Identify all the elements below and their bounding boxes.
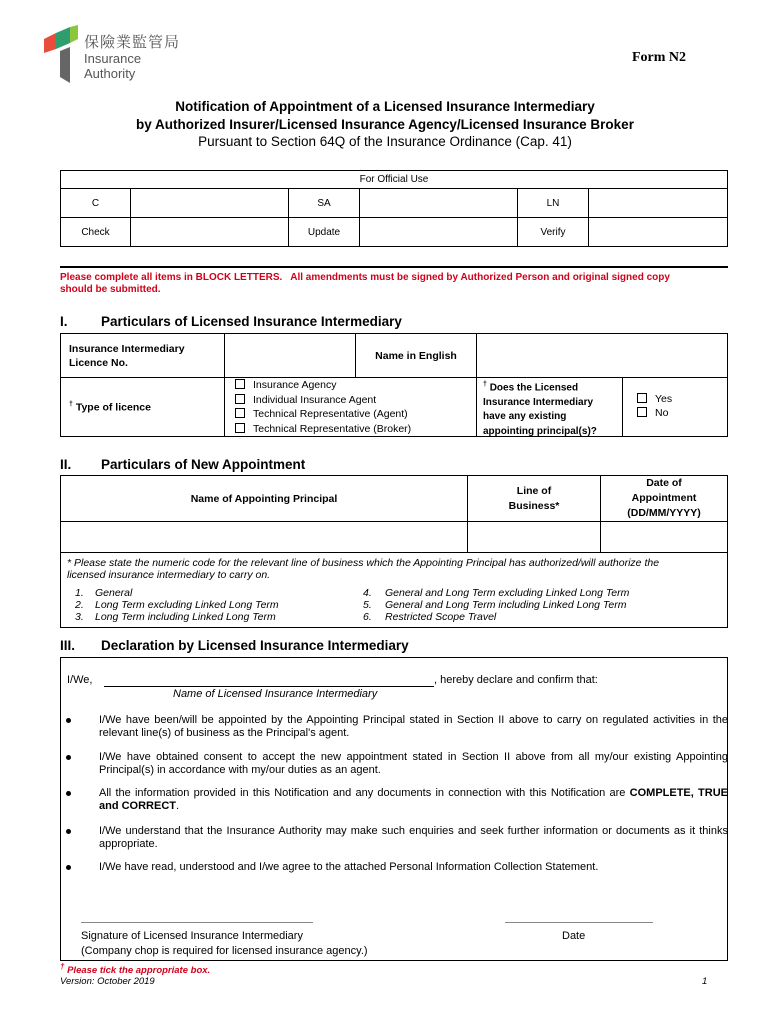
official-c-field bbox=[131, 189, 289, 218]
bullet-icon bbox=[66, 865, 71, 870]
no-option[interactable]: No bbox=[637, 406, 672, 420]
declaration-1: I/We have been/will be appointed by the Appointing Principal stated in Section II above to carry on regulated activities in the relevant line(s) of business as the Principal's agent. bbox=[99, 714, 728, 739]
tick-note: † Please tick the appropriate box. bbox=[60, 962, 211, 977]
existing-principal-question: † Does the Licensed Insurance Intermediary have any existing appointing principal(s)? bbox=[477, 378, 623, 436]
codes-right: 4. General and Long Term excluding Linked Long Term 5. General and Long Term including Linked Long Term 6. Restricted Scope Travel bbox=[363, 587, 630, 623]
declaration-2: I/We have obtained consent to accept the new appointment stated in Section II above from all my/our existing Appointing Principal(s) in accordance with my/our duties as an agent. bbox=[99, 751, 728, 776]
type-of-licence-label: † Type of licence bbox=[61, 378, 225, 437]
company-chop-note: (Company chop is required for licensed insurance agency.) bbox=[81, 945, 368, 957]
yes-no-options bbox=[623, 378, 672, 436]
date-label: Date bbox=[562, 930, 586, 942]
checkbox-icon[interactable] bbox=[637, 407, 647, 417]
official-ln-field bbox=[589, 189, 728, 218]
official-update-label: Update bbox=[289, 218, 360, 247]
licence-type-options bbox=[225, 378, 477, 437]
official-c-label: C bbox=[61, 189, 131, 218]
licence-no-field[interactable] bbox=[225, 334, 356, 378]
official-sa-label: SA bbox=[289, 189, 360, 218]
section-1-number: I. bbox=[60, 314, 68, 329]
section-2-title: Particulars of New Appointment bbox=[101, 457, 306, 472]
section-2-number: II. bbox=[60, 457, 72, 472]
line-of-business-field[interactable] bbox=[468, 522, 601, 553]
licence-type-option[interactable]: Individual Insurance Agent bbox=[235, 393, 476, 408]
signature-label: Signature of Licensed Insurance Intermediary bbox=[81, 930, 303, 942]
divider bbox=[60, 266, 728, 268]
form-number: Form N2 bbox=[632, 50, 687, 65]
official-sa-field bbox=[360, 189, 518, 218]
section-3-number: III. bbox=[60, 638, 76, 653]
version-label: Version: October 2019 bbox=[60, 976, 155, 987]
bullet-icon bbox=[66, 829, 71, 834]
official-use-header: For Official Use bbox=[61, 171, 728, 189]
logo-chinese: 保險業監管局 bbox=[84, 34, 181, 51]
official-ln-label: LN bbox=[518, 189, 589, 218]
official-verify-label: Verify bbox=[518, 218, 589, 247]
official-use-table bbox=[60, 170, 728, 247]
official-update-field bbox=[360, 218, 518, 247]
section-3-title: Declaration by Licensed Insurance Intermediary bbox=[101, 638, 409, 653]
checkbox-icon[interactable] bbox=[235, 408, 245, 418]
title-line-1: Notification of Appointment of a Licensed Insurance Intermediary bbox=[175, 99, 595, 114]
notice-line-1: Please complete all items in BLOCK LETTERS. All amendments must be signed by Authorized Person and original signed copy bbox=[60, 272, 670, 283]
col-appointing-principal: Name of Appointing Principal bbox=[61, 476, 468, 522]
name-english-label: Name in English bbox=[356, 334, 477, 378]
date-of-appointment-field[interactable] bbox=[601, 522, 728, 553]
section-1-title: Particulars of Licensed Insurance Intermediary bbox=[101, 314, 402, 329]
bullet-icon bbox=[66, 718, 71, 723]
title-line-2: by Authorized Insurer/Licensed Insurance Agency/Licensed Insurance Broker bbox=[136, 117, 634, 132]
checkbox-icon[interactable] bbox=[235, 394, 245, 404]
checkbox-icon[interactable] bbox=[235, 379, 245, 389]
existing-principal-cell bbox=[477, 378, 728, 437]
codes-left: 1. General 2. Long Term excluding Linked Long Term 3. Long Term including Linked Long Term bbox=[75, 587, 279, 623]
licence-type-option[interactable]: Technical Representative (Agent) bbox=[235, 407, 476, 422]
signature-line[interactable] bbox=[81, 922, 313, 923]
section-2-table bbox=[60, 475, 728, 628]
appointing-principal-field[interactable] bbox=[61, 522, 468, 553]
logo-english: Insurance Authority bbox=[84, 51, 142, 81]
name-english-field[interactable] bbox=[477, 334, 728, 378]
page-number: 1 bbox=[702, 976, 708, 987]
declare-text: , hereby declare and confirm that: bbox=[434, 674, 598, 686]
declaration-5: I/We have read, understood and I/we agree to the attached Personal Information Collection Statement. bbox=[99, 861, 599, 873]
name-signature-line[interactable] bbox=[104, 686, 434, 687]
licence-type-option[interactable]: Technical Representative (Broker) bbox=[235, 422, 476, 437]
declaration-3: All the information provided in this Notification and any documents in connection with this Notification are COMPLETE, TRUE and CORRECT. bbox=[99, 787, 729, 812]
title-line-3: Pursuant to Section 64Q of the Insurance Ordinance (Cap. 41) bbox=[198, 134, 572, 149]
official-check-field bbox=[131, 218, 289, 247]
bullet-icon bbox=[66, 791, 71, 796]
name-caption: Name of Licensed Insurance Intermediary bbox=[173, 688, 378, 700]
col-date-of-appointment: Date of Appointment (DD/MM/YYYY) bbox=[601, 476, 728, 522]
iwe-label: I/We, bbox=[67, 674, 93, 686]
logo bbox=[44, 25, 194, 85]
notice-line-2: should be submitted. bbox=[60, 284, 161, 295]
line-of-business-note: * Please state the numeric code for the relevant line of business which the Appointing Principal has authorized/will authorize the licensed insurance intermediary to carry on. 1. General 2. Long Term excluding Linked Long Term 3. Long Term including Linked Long Term 4. General and Long Term excluding Linked Long Term 5. General and Long Term including Linked Long Term 6. Restricted Scope Travel bbox=[61, 553, 728, 628]
bullet-icon bbox=[66, 755, 71, 760]
insurance-authority-logo-icon bbox=[44, 25, 80, 83]
licence-no-label: Insurance Intermediary Licence No. bbox=[61, 334, 225, 378]
checkbox-icon[interactable] bbox=[637, 393, 647, 403]
yes-option[interactable]: Yes bbox=[637, 392, 672, 406]
col-line-of-business: Line of Business* bbox=[468, 476, 601, 522]
section-1-table bbox=[60, 333, 728, 437]
date-line[interactable] bbox=[505, 922, 653, 923]
declaration-4: I/We understand that the Insurance Authority may make such enquiries and seek further information or documents as it thinks appropriate. bbox=[99, 825, 728, 850]
official-check-label: Check bbox=[61, 218, 131, 247]
checkbox-icon[interactable] bbox=[235, 423, 245, 433]
official-verify-field bbox=[589, 218, 728, 247]
licence-type-option[interactable]: Insurance Agency bbox=[235, 378, 476, 393]
